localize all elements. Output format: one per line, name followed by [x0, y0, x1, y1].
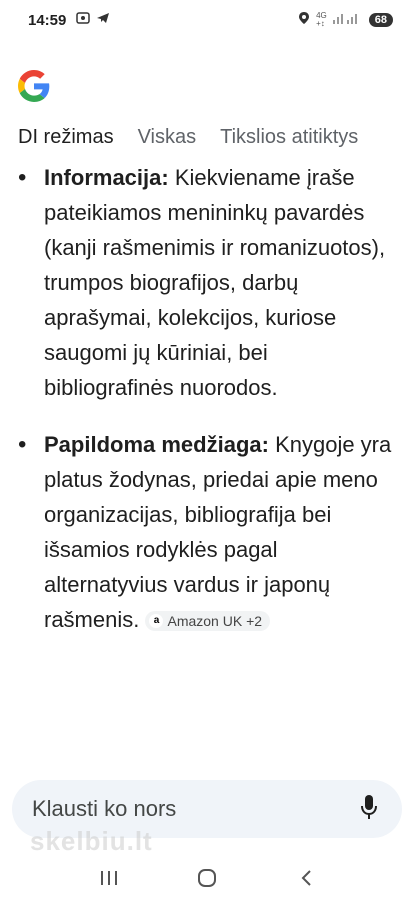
system-nav-bar — [0, 855, 415, 900]
network-type: 4G +↕ — [316, 11, 327, 28]
source-chip[interactable] — [145, 611, 270, 631]
list-item — [18, 160, 393, 405]
location-icon — [298, 11, 310, 30]
telegram-icon — [96, 11, 110, 30]
battery-badge: 68 — [369, 13, 393, 27]
signal-icon — [333, 11, 363, 29]
amazon-icon: a — [149, 614, 163, 628]
back-icon[interactable] — [286, 858, 326, 898]
ask-input[interactable] — [32, 796, 360, 822]
bullet-title: Informacija: — [44, 165, 169, 190]
home-icon[interactable] — [187, 858, 227, 898]
tab-exact-matches[interactable]: Tikslios atitiktys — [220, 126, 359, 148]
list-item — [18, 427, 393, 637]
bullet-title: Papildoma medžiaga: — [44, 432, 269, 457]
bullet-marker: • — [18, 431, 27, 458]
bullet-marker: • — [18, 164, 27, 191]
google-g-logo[interactable] — [18, 70, 50, 102]
recent-apps-icon[interactable] — [89, 858, 129, 898]
mic-icon[interactable] — [360, 794, 378, 825]
answer-content — [18, 160, 393, 659]
source-chip-label: Amazon UK +2 — [167, 613, 263, 630]
watermark: skelbiu.lt — [30, 826, 153, 856]
screen-record-icon — [76, 11, 90, 30]
status-time: 14:59 — [28, 11, 67, 29]
status-bar — [0, 0, 415, 40]
bullet-body: Kiekviename įraše pateikiamos menininkų pavardės (kanji rašmenimis ir romanizuotos), trumpos biografijos, darbų aprašymai, kolekcijos, kuriose saugomi jų kūriniai, bei bibliografinės nuorodos. — [44, 165, 386, 400]
tab-ai-mode[interactable]: DI režimas — [18, 126, 114, 148]
tab-all[interactable]: Viskas — [137, 126, 197, 148]
bullet-body: Knygoje yra platus žodynas, priedai apie meno organizacijas, bibliografija bei išsamios rodyklės pagal alternatyvius vardus ir japonų rašmenis. — [44, 432, 392, 632]
ask-bar — [12, 780, 402, 838]
search-mode-tabs — [18, 126, 415, 149]
